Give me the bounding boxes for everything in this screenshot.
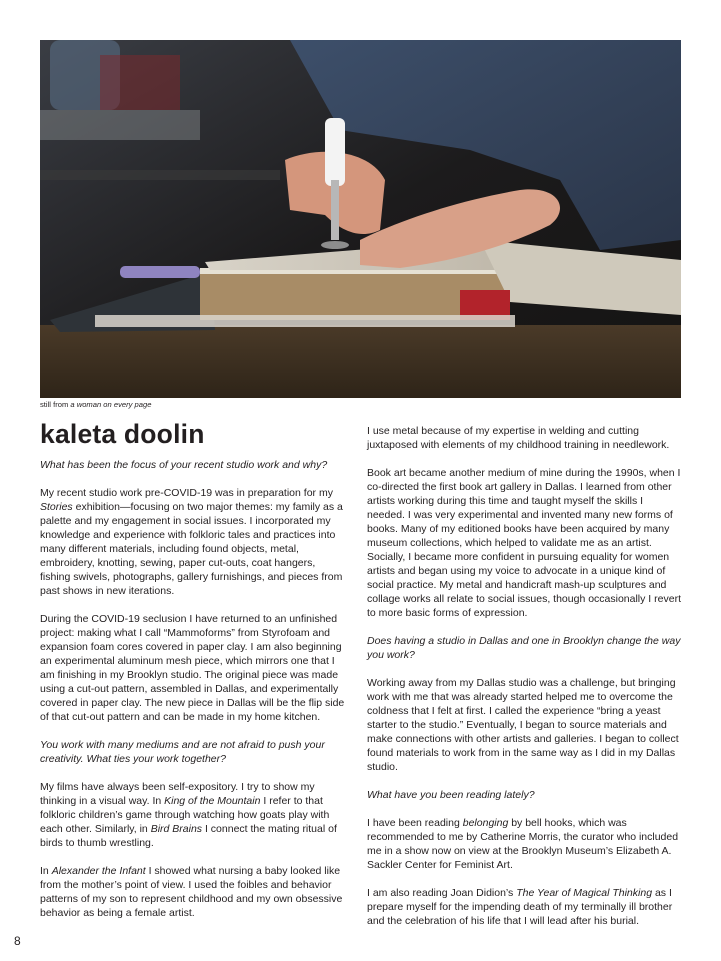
hero-photo	[40, 40, 681, 398]
question-4: What have you been reading lately?	[367, 789, 535, 801]
paragraph-9-part: as I prepare myself for the impending death of my terminally ill brother and the celebration of his life that I will lead after his burial.	[367, 887, 673, 927]
stories-title: Stories	[40, 501, 73, 513]
question-3: Does having a studio in Dallas and one in Brooklyn change the way you work?	[367, 635, 681, 661]
paragraph-6: Book art became another medium of mine during the 1990s, when I co-directed the first book art gallery in Dallas. I learned from other artists working during this time and taught myself the skills I needed. I was very experimental and invented many new forms of books. Many of my editioned books have been acquired by many museum collections, which helped to validate me as an artist. Socially, I became more confident in pursuing equality for women artists and began using my voice to advocate in a unique kind of social practice. My metal and handicraft mash-up sculptures and collage works all relate to social issues, though occasionally I revert to more basic forms of expression.	[367, 467, 681, 619]
question-2: You work with many mediums and are not afraid to push your creativity. What ties your work together?	[40, 739, 325, 765]
page-number: 8	[14, 934, 21, 948]
photo-caption	[40, 400, 151, 409]
paragraph-7: Working away from my Dallas studio was a challenge, but bringing work with me that was already started helped me to overcome the coldness that I felt at first. I called the experience “bring a yeast starter to the studio.” Eventually, I began to source materials and make connections with other artists and galleries. I began to collect found materials to work from in the same way as I did in my Dallas studio.	[367, 677, 679, 773]
left-column	[40, 458, 345, 934]
article-title: kaleta doolin	[40, 419, 205, 449]
film-title-bird-brains: Bird Brains	[150, 823, 203, 835]
paragraph-8-part: by bell hooks, which was recommended to me by Catherine Morris, the curator who included me in a show now on view at the Brooklyn Museum’s Elizabeth A. Sackler Center for Feminist Art.	[367, 817, 679, 871]
paragraph-1-part: exhibition—focusing on two major themes: my family as a palette and my engagement in social issues. I incorporated my knowledge and experience with folkloric tales and practices into many different materials, including found objects, metal, embroidery, knotting, sewing, paper cut-outs, coat hangers, fishing swivels, photographs, gallery furnishings, and pieces from past shows in new iterations.	[40, 501, 343, 597]
paragraph-1-part: My recent studio work pre-COVID-19 was in preparation for my	[40, 487, 333, 499]
book-title-magical-thinking: The Year of Magical Thinking	[516, 887, 653, 899]
film-title-alexander: Alexander the Infant	[51, 865, 146, 877]
paragraph-2: During the COVID-19 seclusion I have returned to an unfinished project: making what I call “Mammoforms” from Styrofoam and expansion foam cores covered in paper clay. I am also beginning an experimental aluminum mesh piece, which mirrors one that I am finishing in my Brooklyn studio. The original piece was made using a cut-out pattern, assembled in Dallas, and experimentally covered in paper clay. The new piece in Dallas will be the flip side of that cut-out pattern and can be made in my home kitchen.	[40, 613, 345, 723]
paragraph-4-part: I showed what nursing a baby looked like from the mother’s point of view. I used the foibles and behavior patterns of my son to represent childhood and my own obsessive behavior as being a female artist.	[40, 865, 343, 919]
paragraph-3-part: My films have always been self-expository. I try to show my thinking in a visual way. In	[40, 781, 315, 807]
paragraph-8	[367, 816, 681, 872]
paragraph-5: I use metal because of my expertise in welding and cutting juxtaposed with elements of my childhood training in needlework.	[367, 425, 670, 451]
paragraph-9-part: I am also reading Joan Didion’s	[367, 887, 517, 899]
book-title-belonging: belonging	[462, 817, 509, 829]
paragraph-1	[40, 486, 345, 598]
question-1: What has been the focus of your recent studio work and why?	[40, 459, 328, 471]
paragraph-4	[40, 864, 345, 920]
paragraph-4-part: In	[40, 865, 52, 877]
right-column	[367, 424, 681, 942]
paragraph-3	[40, 780, 345, 850]
paragraph-9	[367, 886, 681, 928]
paragraph-3-part: I connect the mating ritual of birds to thumb wrestling.	[40, 823, 337, 849]
paragraph-3-part: I refer to that folkloric children’s game through watching how goats play with each other. Similarly, in	[40, 795, 330, 835]
caption-prefix: still from	[40, 400, 71, 409]
film-title-king: King of the Mountain	[164, 795, 261, 807]
caption-title: a woman on every page	[70, 400, 152, 409]
paragraph-8-part: I have been reading	[367, 817, 463, 829]
